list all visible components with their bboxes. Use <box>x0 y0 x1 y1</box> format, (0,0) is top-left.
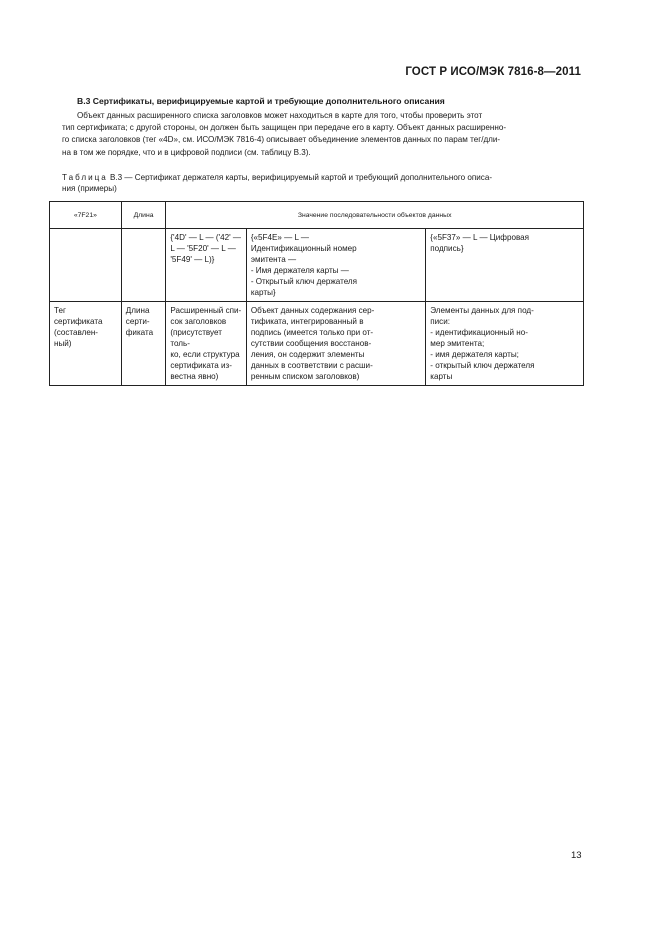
cell-line: ления, он содержит элементы <box>250 350 365 359</box>
table-row <box>50 302 584 386</box>
certificate-table <box>49 201 584 386</box>
table-cell <box>50 229 122 302</box>
cell-line: ренным списком заголовков) <box>250 372 360 381</box>
header-cell-length: Длина <box>121 202 166 229</box>
cell-line: ко, если структура <box>170 350 240 359</box>
cell-line: мер эмитента; <box>430 339 485 348</box>
cell-line: {'4D' — L — ('42' — <box>170 233 241 242</box>
cell-line: сок заголовков <box>170 317 227 326</box>
cell-line: подпись} <box>430 244 464 253</box>
cell-line: сутствии сообщения восстанов- <box>250 339 372 348</box>
table-cell <box>166 302 246 386</box>
cell-line: - имя держателя карты; <box>430 350 519 359</box>
cell-line: - идентификационный но- <box>430 328 528 337</box>
table-cell <box>246 229 425 302</box>
table-cell <box>121 229 166 302</box>
cell-line: ный) <box>54 339 72 348</box>
cell-line: '5F49' — L)} <box>170 255 215 264</box>
cell-line: подпись (имеется только при от- <box>250 328 374 337</box>
cell-line: серти- <box>125 317 150 326</box>
paragraph-line: го списка заголовков (тег «4D», см. ИСО/МЭК 7816-4) описывает объединение элементов данных по парам тег/дли- <box>62 135 501 145</box>
header-cell-tag: «7F21» <box>50 202 122 229</box>
cell-line: Объект данных содержания сер- <box>250 306 375 315</box>
cell-line: тификата, интегрированный в <box>250 317 364 326</box>
table-cell <box>121 302 166 386</box>
table-caption-prefix: Таблица <box>62 173 108 182</box>
header-cell-value: Значение последовательности объектов данных <box>166 202 584 229</box>
table-cell <box>50 302 122 386</box>
cell-line: писи: <box>430 317 450 326</box>
paragraph-line: тип сертификата; с другой стороны, он должен быть защищен при передаче его в карту. Объект данных расширенно- <box>62 123 507 133</box>
table-cell <box>426 229 584 302</box>
cell-line: - Имя держателя карты — <box>250 266 349 275</box>
table-caption-line2: ния (примеры) <box>62 184 117 193</box>
cell-line: вестна явно) <box>170 372 219 381</box>
section-title: B.3 Сертификаты, верифицируемые картой и требующие дополнительного описания <box>77 96 445 106</box>
cell-line: карты} <box>250 288 276 297</box>
cell-line: данных в соответствии с расши- <box>250 361 373 370</box>
cell-line: сертификата <box>54 317 103 326</box>
cell-line: (присутствует толь- <box>170 328 222 348</box>
cell-line: - Открытый ключ держателя <box>250 277 358 286</box>
cell-line: L — '5F20' — L — <box>170 244 236 253</box>
section-paragraph <box>62 110 582 159</box>
cell-line: Элементы данных для под- <box>430 306 534 315</box>
table-caption-text: В.3 — Сертификат держателя карты, верифицируемый картой и требующий дополнительного описа- <box>107 173 493 182</box>
table-header-row <box>50 202 584 229</box>
table-cell <box>246 302 425 386</box>
table-caption <box>62 172 584 194</box>
cell-line: {«5F37» — L — Цифровая <box>430 233 530 242</box>
cell-line: эмитента — <box>250 255 297 264</box>
cell-line: фиката <box>125 328 154 337</box>
page-number: 13 <box>571 850 582 861</box>
cell-line: Расширенный спи- <box>170 306 242 315</box>
standard-id-header: ГОСТ Р ИСО/МЭК 7816-8—2011 <box>405 66 581 78</box>
cell-line: (составлен- <box>54 328 99 337</box>
paragraph-line: Объект данных расширенного списка заголовков может находиться в карте для того, чтобы проверить этот <box>77 111 483 120</box>
cell-line: {«5F4E» — L — <box>250 233 309 242</box>
paragraph-line: на в том же порядке, что и в цифровой подписи (см. таблицу В.3). <box>62 147 311 157</box>
table-cell <box>166 229 246 302</box>
cell-line: - открытый ключ держателя <box>430 361 535 370</box>
cell-line: карты <box>430 372 453 381</box>
table-cell <box>426 302 584 386</box>
table-row <box>50 229 584 302</box>
cell-line: сертификата из- <box>170 361 232 370</box>
cell-line: Идентификационный номер <box>250 244 357 253</box>
cell-line: Тег <box>54 306 66 315</box>
cell-line: Длина <box>125 306 150 315</box>
